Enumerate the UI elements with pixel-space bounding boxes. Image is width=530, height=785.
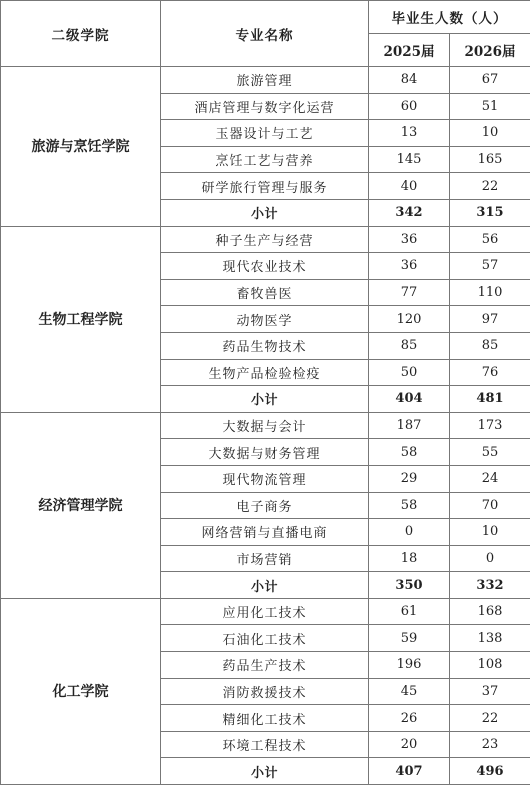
count-2026: 138 [450, 625, 530, 652]
table-body [1, 67, 530, 785]
count-2025: 18 [369, 545, 450, 572]
major-name: 动物医学 [161, 306, 369, 333]
table-row [1, 412, 530, 439]
major-name: 石油化工技术 [161, 625, 369, 652]
header-major: 专业名称 [161, 1, 369, 67]
college-name: 旅游与烹饪学院 [1, 67, 161, 227]
count-2025: 40 [369, 173, 450, 200]
count-2026: 56 [450, 226, 530, 253]
college-name: 经济管理学院 [1, 412, 161, 598]
subtotal-2026: 496 [450, 758, 530, 785]
count-2026: 173 [450, 412, 530, 439]
major-name: 环境工程技术 [161, 731, 369, 758]
subtotal-2026: 315 [450, 199, 530, 226]
count-2026: 76 [450, 359, 530, 386]
subtotal-2025: 342 [369, 199, 450, 226]
subtotal-2025: 350 [369, 572, 450, 599]
college-name: 化工学院 [1, 598, 161, 784]
major-name: 酒店管理与数字化运营 [161, 93, 369, 120]
table-header [1, 1, 530, 67]
major-name: 电子商务 [161, 492, 369, 519]
subtotal-2026: 481 [450, 386, 530, 413]
major-name: 药品生产技术 [161, 652, 369, 679]
major-name: 烹饪工艺与营养 [161, 146, 369, 173]
count-2026: 0 [450, 545, 530, 572]
college-name: 生物工程学院 [1, 226, 161, 412]
count-2026: 22 [450, 173, 530, 200]
major-name: 现代物流管理 [161, 465, 369, 492]
major-name: 生物产品检验检疫 [161, 359, 369, 386]
header-2026: 2026届 [450, 34, 530, 67]
count-2025: 50 [369, 359, 450, 386]
count-2026: 37 [450, 678, 530, 705]
table-row [1, 226, 530, 253]
major-name: 种子生产与经营 [161, 226, 369, 253]
count-2025: 45 [369, 678, 450, 705]
major-name: 玉器设计与工艺 [161, 120, 369, 147]
header-graduates: 毕业生人数（人） [369, 1, 530, 34]
major-name: 大数据与会计 [161, 412, 369, 439]
count-2026: 67 [450, 67, 530, 94]
major-name: 大数据与财务管理 [161, 439, 369, 466]
count-2025: 13 [369, 120, 450, 147]
major-name: 应用化工技术 [161, 598, 369, 625]
subtotal-2025: 407 [369, 758, 450, 785]
subtotal-label: 小计 [161, 758, 369, 785]
count-2026: 168 [450, 598, 530, 625]
count-2026: 108 [450, 652, 530, 679]
count-2026: 10 [450, 120, 530, 147]
count-2025: 20 [369, 731, 450, 758]
major-name: 消防救援技术 [161, 678, 369, 705]
count-2025: 61 [369, 598, 450, 625]
major-name: 旅游管理 [161, 67, 369, 94]
count-2025: 84 [369, 67, 450, 94]
major-name: 市场营销 [161, 545, 369, 572]
count-2025: 77 [369, 279, 450, 306]
count-2026: 57 [450, 253, 530, 280]
count-2025: 145 [369, 146, 450, 173]
subtotal-label: 小计 [161, 199, 369, 226]
major-name: 精细化工技术 [161, 705, 369, 732]
major-name: 药品生物技术 [161, 332, 369, 359]
count-2025: 58 [369, 492, 450, 519]
major-name: 研学旅行管理与服务 [161, 173, 369, 200]
count-2026: 22 [450, 705, 530, 732]
count-2025: 59 [369, 625, 450, 652]
table-row [1, 67, 530, 94]
count-2026: 55 [450, 439, 530, 466]
count-2025: 36 [369, 226, 450, 253]
count-2026: 51 [450, 93, 530, 120]
count-2026: 97 [450, 306, 530, 333]
count-2025: 29 [369, 465, 450, 492]
major-name: 网络营销与直播电商 [161, 519, 369, 546]
subtotal-2025: 404 [369, 386, 450, 413]
count-2025: 36 [369, 253, 450, 280]
header-2025: 2025届 [369, 34, 450, 67]
subtotal-label: 小计 [161, 572, 369, 599]
count-2025: 60 [369, 93, 450, 120]
table-row [1, 598, 530, 625]
count-2026: 165 [450, 146, 530, 173]
count-2025: 26 [369, 705, 450, 732]
count-2025: 120 [369, 306, 450, 333]
count-2026: 24 [450, 465, 530, 492]
count-2026: 110 [450, 279, 530, 306]
subtotal-label: 小计 [161, 386, 369, 413]
subtotal-2026: 332 [450, 572, 530, 599]
count-2025: 58 [369, 439, 450, 466]
count-2026: 70 [450, 492, 530, 519]
count-2025: 85 [369, 332, 450, 359]
count-2026: 85 [450, 332, 530, 359]
count-2025: 187 [369, 412, 450, 439]
header-college: 二级学院 [1, 1, 161, 67]
count-2026: 23 [450, 731, 530, 758]
count-2026: 10 [450, 519, 530, 546]
major-name: 现代农业技术 [161, 253, 369, 280]
count-2025: 0 [369, 519, 450, 546]
count-2025: 196 [369, 652, 450, 679]
major-name: 畜牧兽医 [161, 279, 369, 306]
